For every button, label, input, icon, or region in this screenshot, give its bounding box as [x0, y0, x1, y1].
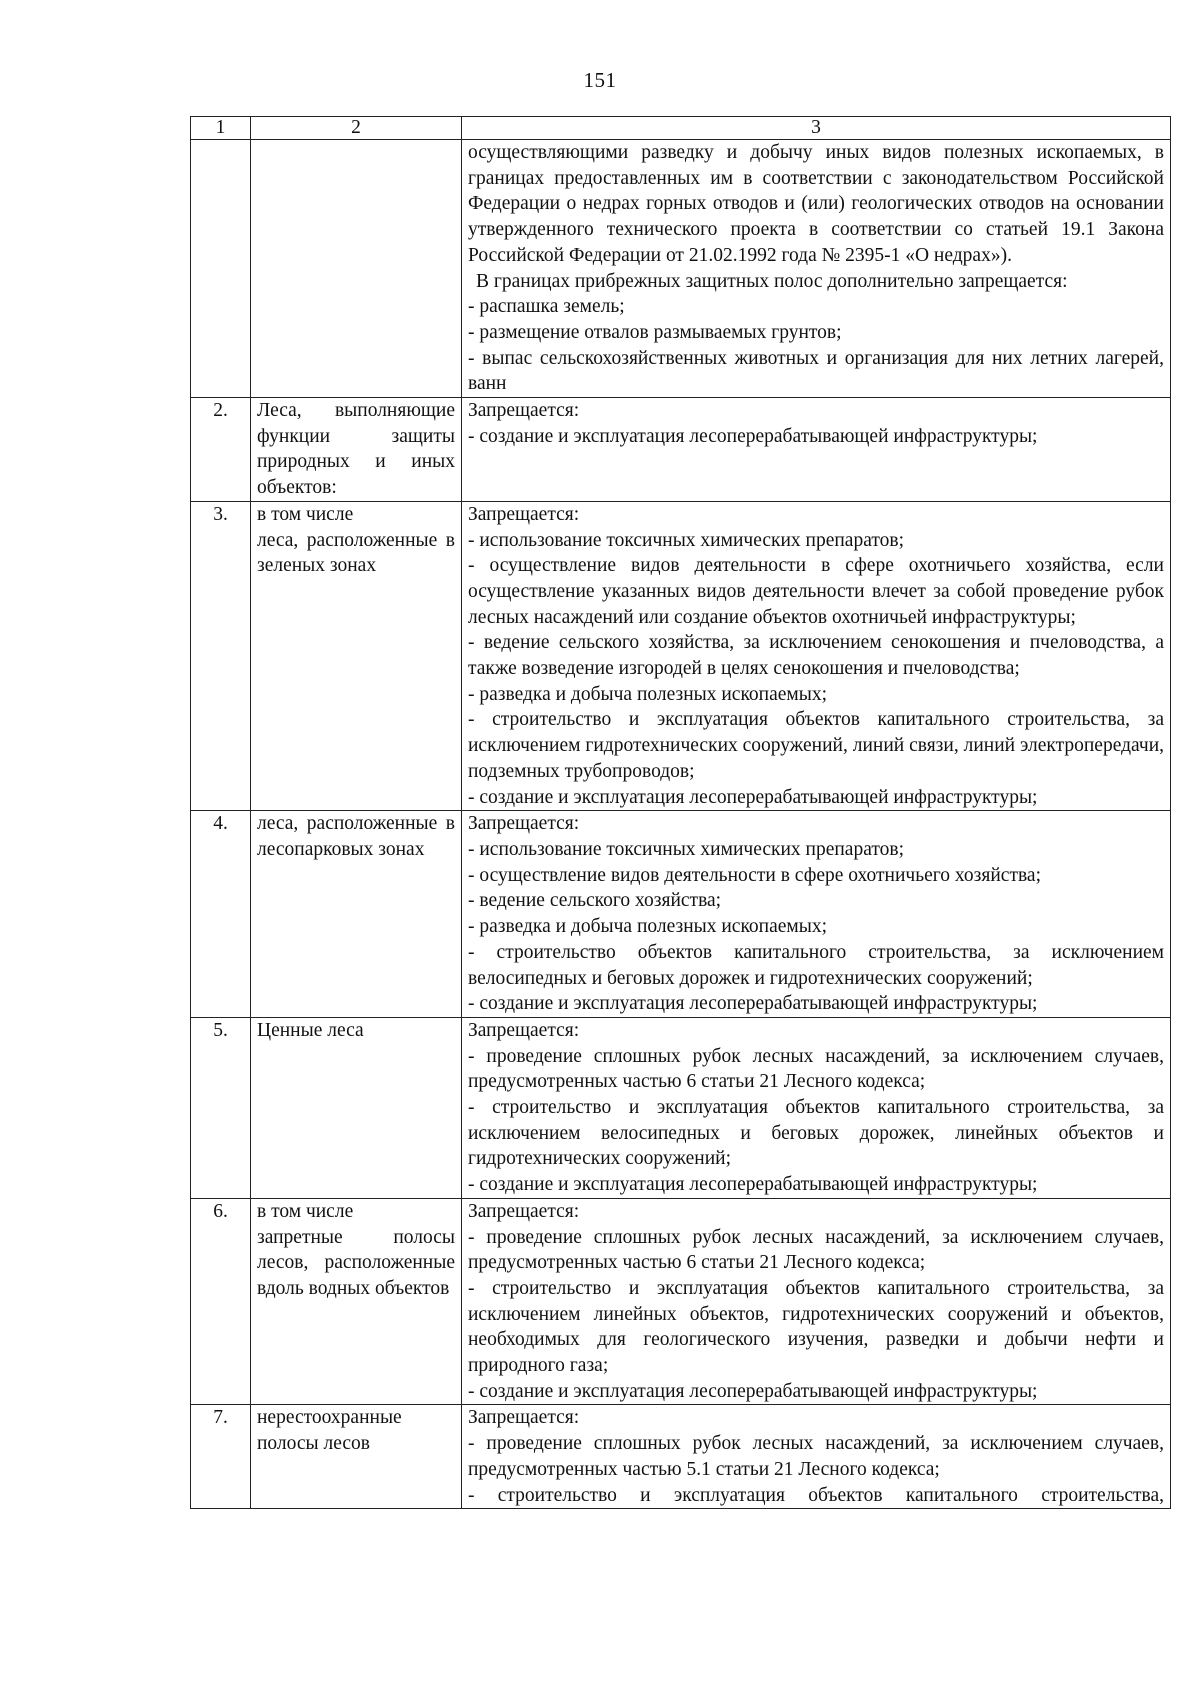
forest-category-line: запретные полосы лесов, расположенные вдоль водных объектов — [257, 1226, 455, 1299]
table-row — [191, 140, 1171, 398]
restriction-item: В границах прибрежных защитных полос дополнительно запрещается: — [476, 270, 1068, 292]
restriction-item: - создание и эксплуатация лесоперерабатывающей инфраструктуры; — [468, 993, 1038, 1015]
restriction-item: - разведка и добыча полезных ископаемых; — [468, 916, 828, 938]
restriction-item: - осуществление видов деятельности в сфере охотничьего хозяйства, если осуществление указанных видов деятельности влечет за собой проведение рубок лесных насаждений или создание объектов охотничьей инфраструктуры; — [468, 555, 1164, 628]
forest-category-line: в том числе — [257, 1200, 354, 1222]
table-body — [191, 117, 1171, 1509]
row-number: 6. — [191, 1198, 251, 1405]
restriction-item: - распашка земель; — [468, 296, 625, 318]
forest-category-line: леса, расположенные в зеленых зонах — [257, 529, 455, 577]
restriction-item: - строительство и эксплуатация объектов капитального строительства, — [468, 1484, 1164, 1506]
header-col-1: 1 — [191, 117, 251, 140]
forest-category — [251, 1198, 462, 1405]
restrictions-text — [462, 1017, 1171, 1198]
row-number: 5. — [191, 1017, 251, 1198]
restriction-item: - создание и эксплуатация лесоперерабатывающей инфраструктуры; — [468, 1380, 1038, 1402]
row-number: 3. — [191, 501, 251, 810]
restriction-item: - разведка и добыча полезных ископаемых; — [468, 683, 828, 705]
restriction-item: - использование токсичных химических препаратов; — [468, 529, 904, 551]
prohibited-heading: Запрещается: — [468, 503, 580, 525]
restriction-item: - ведение сельского хозяйства; — [468, 890, 722, 912]
restriction-item: осуществляющими разведку и добычу иных видов полезных ископаемых, в границах предоставленных им в соответствии с законодательством Российской Федерации о недрах горных отводов и (или) геологических отводов на основании утвержденного технического проекта в соответствии со статьей 19.1 Закона Российской Федерации от 21.02.1992 года № 2395-1 «О недрах»). — [468, 142, 1164, 266]
restrictions-table — [190, 116, 1171, 1509]
restrictions-text — [462, 501, 1171, 810]
header-col-3: 3 — [462, 117, 1171, 140]
restriction-item: - создание и эксплуатация лесоперерабатывающей инфраструктуры; — [468, 786, 1038, 808]
header-col-2: 2 — [251, 117, 462, 140]
forest-category — [251, 398, 462, 502]
restriction-item: - создание и эксплуатация лесоперерабатывающей инфраструктуры; — [468, 425, 1038, 447]
table-row — [191, 811, 1171, 1018]
restrictions-text — [462, 1198, 1171, 1405]
forest-category-line: леса, расположенные в лесопарковых зонах — [257, 813, 455, 860]
restriction-item: - строительство объектов капитального строительства, за исключением велосипедных и беговых дорожек и гидротехнических сооружений; — [468, 941, 1164, 989]
row-number — [191, 140, 251, 398]
forest-category — [251, 1405, 462, 1509]
forest-category-line: в том числе — [257, 503, 354, 525]
table-row — [191, 398, 1171, 502]
forest-category-line: Ценные леса — [257, 1019, 364, 1041]
restriction-item: - проведение сплошных рубок лесных насаждений, за исключением случаев, предусмотренных частью 6 статьи 21 Лесного кодекса; — [468, 1045, 1164, 1093]
forest-category — [251, 140, 462, 398]
restriction-item: - использование токсичных химических препаратов; — [468, 838, 904, 860]
table-row — [191, 501, 1171, 810]
forest-category — [251, 1017, 462, 1198]
prohibited-heading: Запрещается: — [468, 400, 580, 422]
row-number: 2. — [191, 398, 251, 502]
restriction-item: - осуществление видов деятельности в сфере охотничьего хозяйства; — [468, 864, 1041, 886]
restriction-item: - строительство и эксплуатация объектов капитального строительства, за исключением гидротехнических сооружений, линий связи, линий электропередачи, подземных трубопроводов; — [468, 709, 1164, 782]
restriction-item: - проведение сплошных рубок лесных насаждений, за исключением случаев, предусмотренных частью 6 статьи 21 Лесного кодекса; — [468, 1226, 1164, 1274]
restriction-item: - строительство и эксплуатация объектов капитального строительства, за исключением линейных объектов, гидротехнических сооружений и объектов, необходимых для геологического изучения, разведки и добычи нефти и природного газа; — [468, 1277, 1164, 1377]
prohibited-heading: Запрещается: — [468, 1407, 580, 1429]
restriction-item: - выпас сельскохозяйственных животных и организация для них летних лагерей, ванн — [468, 347, 1164, 395]
table-row — [191, 1198, 1171, 1405]
table-row — [191, 1405, 1171, 1509]
restrictions-text — [462, 140, 1171, 398]
restriction-item: - размещение отвалов размываемых грунтов; — [468, 321, 842, 343]
page-number: 151 — [583, 68, 617, 92]
forest-category — [251, 811, 462, 1018]
forest-category — [251, 501, 462, 810]
table-header-row — [191, 117, 1171, 140]
prohibited-heading: Запрещается: — [468, 1019, 580, 1041]
restriction-item: - создание и эксплуатация лесоперерабатывающей инфраструктуры; — [468, 1174, 1038, 1196]
prohibited-heading: Запрещается: — [468, 813, 580, 835]
prohibited-heading: Запрещается: — [468, 1200, 580, 1222]
restriction-item: - проведение сплошных рубок лесных насаждений, за исключением случаев, предусмотренных частью 5.1 статьи 21 Лесного кодекса; — [468, 1433, 1164, 1480]
restrictions-text — [462, 1405, 1171, 1509]
restrictions-text — [462, 811, 1171, 1018]
table-row — [191, 1017, 1171, 1198]
restriction-item: - ведение сельского хозяйства, за исключением сенокошения и пчеловодства, а также возведение изгородей в целях сенокошения и пчеловодства; — [468, 632, 1164, 680]
row-number: 7. — [191, 1405, 251, 1509]
forest-category-line: нерестоохранные полосы лесов — [257, 1407, 402, 1455]
restriction-item: - строительство и эксплуатация объектов капитального строительства, за исключением велосипедных и беговых дорожек, линейных объектов и гидротехнических сооружений; — [468, 1097, 1164, 1170]
row-number: 4. — [191, 811, 251, 1018]
forest-category-line: Леса, выполняющие функции защиты природных и иных объектов: — [257, 400, 455, 499]
restrictions-text — [462, 398, 1171, 502]
